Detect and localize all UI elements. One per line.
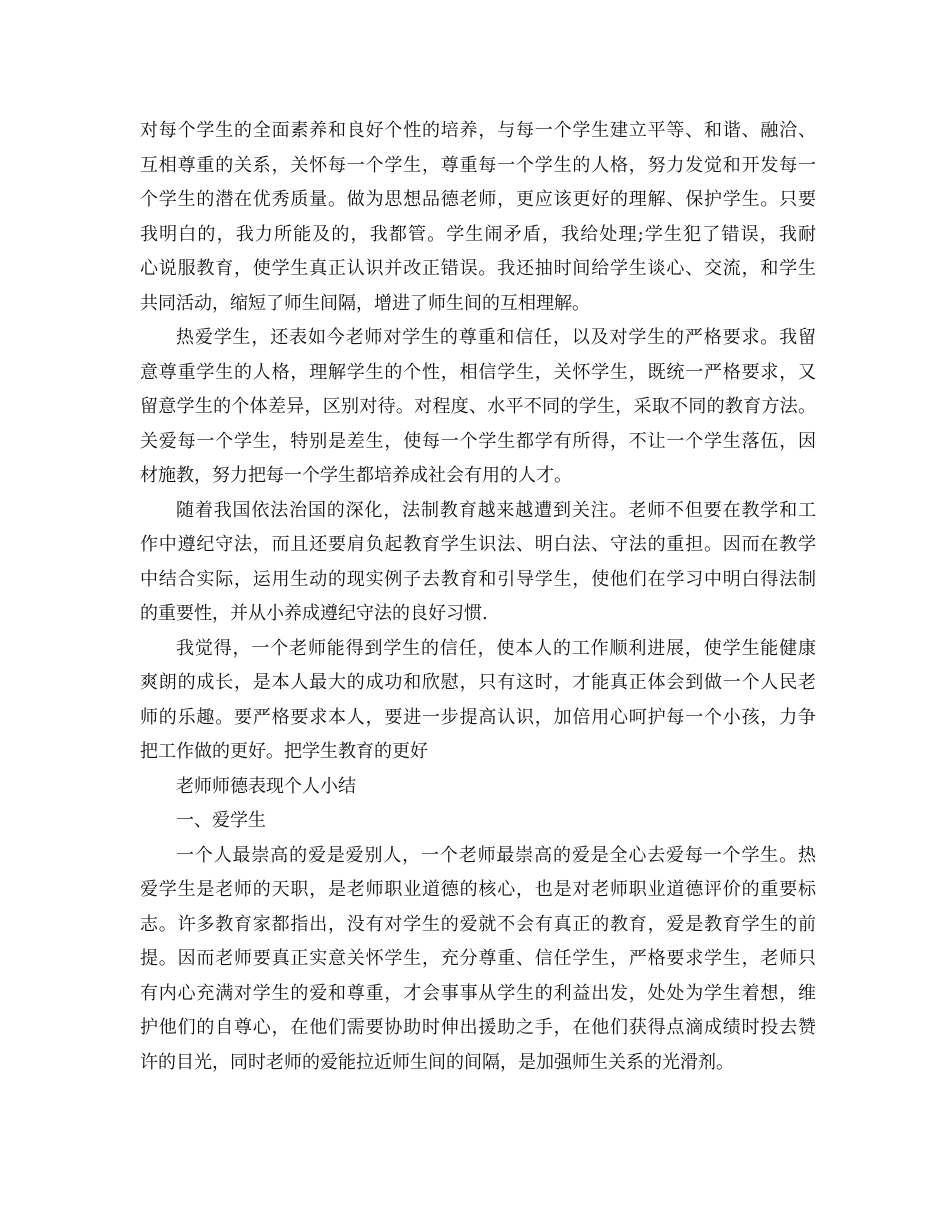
paragraph	[140, 321, 816, 494]
text-line: 许的目光，同时老师的爱能拉近师生间的间隔，是加强师生关系的光滑剂。	[140, 1051, 734, 1073]
text-line: 随着我国依法治国的深化，法制教育越来越遭到关注。老师不但要在教学和工	[176, 499, 816, 521]
text-line: 材施教，努力把每一个学生都培养成社会有用的人才。	[140, 465, 572, 486]
text-line: 作中遵纪守法，而且还要肩负起教育学生识法、明白法、守法的重担。因而在教学	[140, 534, 816, 555]
text-line: 一个人最崇高的爱是爱别人，一个老师最崇高的爱是全心去爱每一个学生。热	[176, 844, 816, 866]
paragraph	[140, 839, 816, 1081]
paragraph	[140, 770, 816, 805]
text-line: 老师师德表现个人小结	[176, 775, 356, 797]
text-line: 的重要性，并从小养成遵纪守法的良好习惯.	[140, 603, 488, 624]
text-line: 热爱学生，还表如今老师对学生的尊重和信任，以及对学生的严格要求。我留	[176, 327, 816, 348]
text-line: 共同活动，缩短了师生间隔，增进了师生间的互相理解。	[140, 292, 590, 314]
text-line: 爱学生是老师的天职，是老师职业道德的核心，也是对老师职业道德评价的重要标	[140, 879, 816, 900]
text-line: 有内心充满对学生的爱和尊重，才会事事从学生的利益出发，处处为学生着想，维	[140, 982, 816, 1004]
text-line: 一、爱学生	[176, 810, 266, 831]
text-line: 对每个学生的全面素养和良好个性的培养，与每一个学生建立平等、和谐、融洽、	[140, 120, 816, 141]
paragraph	[140, 804, 816, 839]
text-line: 我觉得，一个老师能得到学生的信任，使本人的工作顺利进展，使学生能健康	[176, 637, 816, 659]
text-line: 提。因而老师要真正实意关怀学生，充分尊重、信任学生，严格要求学生，老师只	[140, 948, 816, 969]
text-line: 爽朗的成长，是本人最大的成功和欣慰，只有这时，才能真正体会到做一个人民老	[140, 672, 816, 693]
text-line: 中结合实际，运用生动的现实例子去教育和引导学生，使他们在学习中明白得法制	[140, 568, 816, 590]
text-line: 互相尊重的关系，关怀每一个学生，尊重每一个学生的人格，努力发觉和开发每一	[140, 154, 816, 176]
text-line: 把工作做的更好。把学生教育的更好	[140, 741, 428, 762]
text-line: 护他们的自尊心，在他们需要协助时伸出援助之手，在他们获得点滴成绩时投去赞	[140, 1017, 816, 1038]
document-body	[140, 114, 816, 1080]
paragraph	[140, 632, 816, 770]
text-line: 关爱每一个学生，特别是差生，使每一个学生都学有所得，不让一个学生落伍，因	[140, 430, 816, 452]
paragraph	[140, 494, 816, 632]
text-line: 个学生的潜在优秀质量。做为思想品德老师，更应该更好的理解、保护学生。只要	[140, 189, 816, 210]
text-line: 留意学生的个体差异，区别对待。对程度、水平不同的学生，采取不同的教育方法。	[140, 396, 816, 417]
text-line: 意尊重学生的人格，理解学生的个性，相信学生，关怀学生，既统一严格要求，又	[140, 361, 816, 383]
paragraph	[140, 114, 816, 321]
text-line: 师的乐趣。要严格要求本人，要进一步提高认识，加倍用心呵护每一个小孩，力争	[140, 706, 816, 728]
text-line: 我明白的，我力所能及的，我都管。学生闹矛盾，我给处理;学生犯了错误，我耐	[140, 223, 816, 245]
text-line: 志。许多教育家都指出，没有对学生的爱就不会有真正的教育，爱是教育学生的前	[140, 913, 816, 935]
text-line: 心说服教育，使学生真正认识并改正错误。我还抽时间给学生谈心、交流，和学生	[140, 258, 816, 279]
